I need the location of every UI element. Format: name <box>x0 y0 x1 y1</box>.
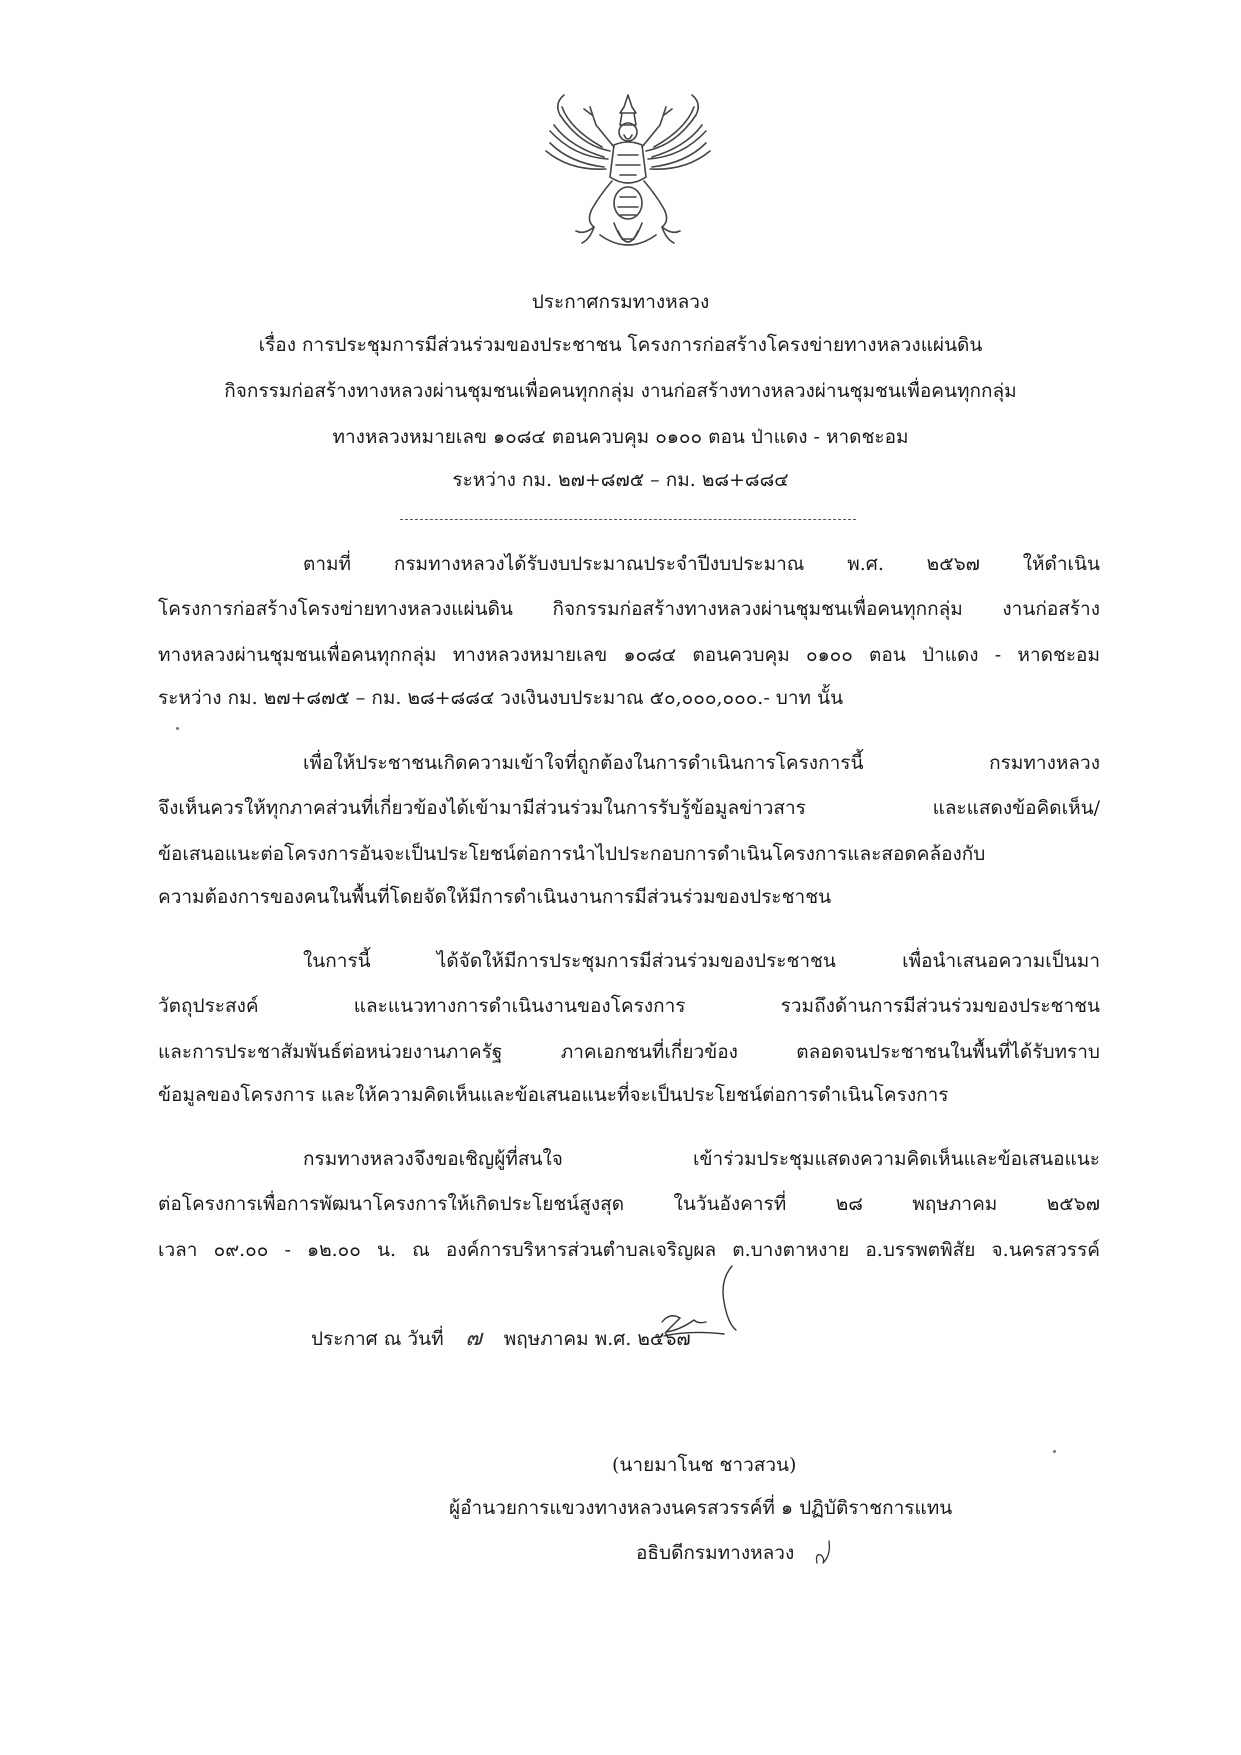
paragraph-2-line: ความต้องการของคนในพื้นที่โดยจัดให้มีการดำเนินงานการมีส่วนร่วมของประชาชน <box>158 886 832 908</box>
document-title: ประกาศกรมทางหลวง <box>531 291 710 313</box>
paragraph-3-line: วัตถุประสงค์ และแนวทางการดำเนินงานของโครงการ รวมถึงด้านการมีส่วนร่วมของประชาชน <box>158 995 1100 1017</box>
handwritten-day: ๗ <box>465 1326 482 1351</box>
scan-speck <box>176 727 179 730</box>
paragraph-2-line: ข้อเสนอแนะต่อโครงการอันจะเป็นประโยชน์ต่อการนำไปประกอบการดำเนินโครงการและสอดคล้องกับ <box>158 843 986 865</box>
paragraph-1-line: ตามที่ กรมทางหลวงได้รับงบประมาณประจำปีงบประมาณ พ.ศ. ๒๕๖๗ ให้ดำเนิน <box>303 553 1100 575</box>
garuda-emblem-icon <box>540 85 716 265</box>
paragraph-2-line: จึงเห็นควรให้ทุกภาคส่วนที่เกี่ยวข้องได้เข้ามามีส่วนร่วมในการรับรู้ข้อมูลข่าวสาร และแสดงข้อคิดเห็น/ <box>158 797 1100 819</box>
signatory-position: ผู้อำนวยการแขวงทางหลวงนครสวรรค์ที่ ๑ ปฏิบัติราชการแทน <box>449 1497 953 1519</box>
separator-line <box>400 519 856 520</box>
paragraph-3-line: ในการนี้ ได้จัดให้มีการประชุมการมีส่วนร่วมของประชาชน เพื่อนำเสนอความเป็นมา <box>303 950 1100 972</box>
subject-line: เรื่อง การประชุมการมีส่วนร่วมของประชาชน โครงการก่อสร้างโครงข่ายทางหลวงแผ่นดิน <box>258 334 983 356</box>
initial-mark-icon <box>813 1537 837 1567</box>
paragraph-1-line: โครงการก่อสร้างโครงข่ายทางหลวงแผ่นดิน กิจกรรมก่อสร้างทางหลวงผ่านชุมชนเพื่อคนทุกกลุ่ม งานก่อสร้าง <box>158 598 1100 620</box>
subject-line: ทางหลวงหมายเลข ๑๐๘๔ ตอนควบคุม ๐๑๐๐ ตอน ป่าแดง - หาดชะอม <box>332 426 909 448</box>
paragraph-2-line: เพื่อให้ประชาชนเกิดความเข้าใจที่ถูกต้องในการดำเนินการโครงการนี้ กรมทางหลวง <box>303 752 1100 774</box>
signatory-name: (นายมาโนช ชาวสวน) <box>612 1454 797 1476</box>
announcement-suffix: พฤษภาคม พ.ศ. ๒๕๖๗ <box>503 1328 691 1350</box>
announcement-date <box>311 1320 691 1355</box>
paragraph-4-line: ต่อโครงการเพื่อการพัฒนาโครงการให้เกิดประโยชน์สูงสุด ในวันอังคารที่ ๒๘ พฤษภาคม ๒๕๖๗ <box>158 1193 1100 1215</box>
paragraph-1-line: ระหว่าง กม. ๒๗+๘๗๕ – กม. ๒๘+๘๘๔ วงเงินงบประมาณ ๕๐,๐๐๐,๐๐๐.- บาท นั้น <box>158 687 844 709</box>
announcement-prefix: ประกาศ ณ วันที่ <box>311 1328 444 1350</box>
paragraph-4-line: กรมทางหลวงจึงขอเชิญผู้ที่สนใจ เข้าร่วมประชุมแสดงความคิดเห็นและข้อเสนอแนะ <box>303 1148 1100 1170</box>
paragraph-3-line: ข้อมูลของโครงการ และให้ความคิดเห็นและข้อเสนอแนะที่จะเป็นประโยชน์ต่อการดำเนินโครงการ <box>158 1084 949 1106</box>
handwritten-signature-icon <box>650 1260 750 1350</box>
scan-speck <box>1053 1450 1056 1453</box>
paragraph-3-line: และการประชาสัมพันธ์ต่อหน่วยงานภาครัฐ ภาคเอกชนที่เกี่ยวข้อง ตลอดจนประชาชนในพื้นที่ได้รับทราบ <box>158 1041 1100 1063</box>
subject-line: ระหว่าง กม. ๒๗+๘๗๕ – กม. ๒๘+๘๘๔ <box>452 469 789 491</box>
paragraph-4-line: เวลา ๐๙.๐๐ - ๑๒.๐๐ น. ณ องค์การบริหารส่วนตำบลเจริญผล ต.บางตาหงาย อ.บรรพตพิสัย จ.นครสวรรค์ <box>158 1239 1100 1261</box>
paragraph-1-line: ทางหลวงผ่านชุมชนเพื่อคนทุกกลุ่ม ทางหลวงหมายเลข ๑๐๘๔ ตอนควบคุม ๐๑๐๐ ตอน ป่าแดง - หาดชะอม <box>158 644 1100 666</box>
subject-line: กิจกรรมก่อสร้างทางหลวงผ่านชุมชนเพื่อคนทุกกลุ่ม งานก่อสร้างทางหลวงผ่านชุมชนเพื่อคนทุกกลุ่ม <box>224 380 1017 402</box>
signatory-title: อธิบดีกรมทางหลวง <box>636 1542 795 1564</box>
